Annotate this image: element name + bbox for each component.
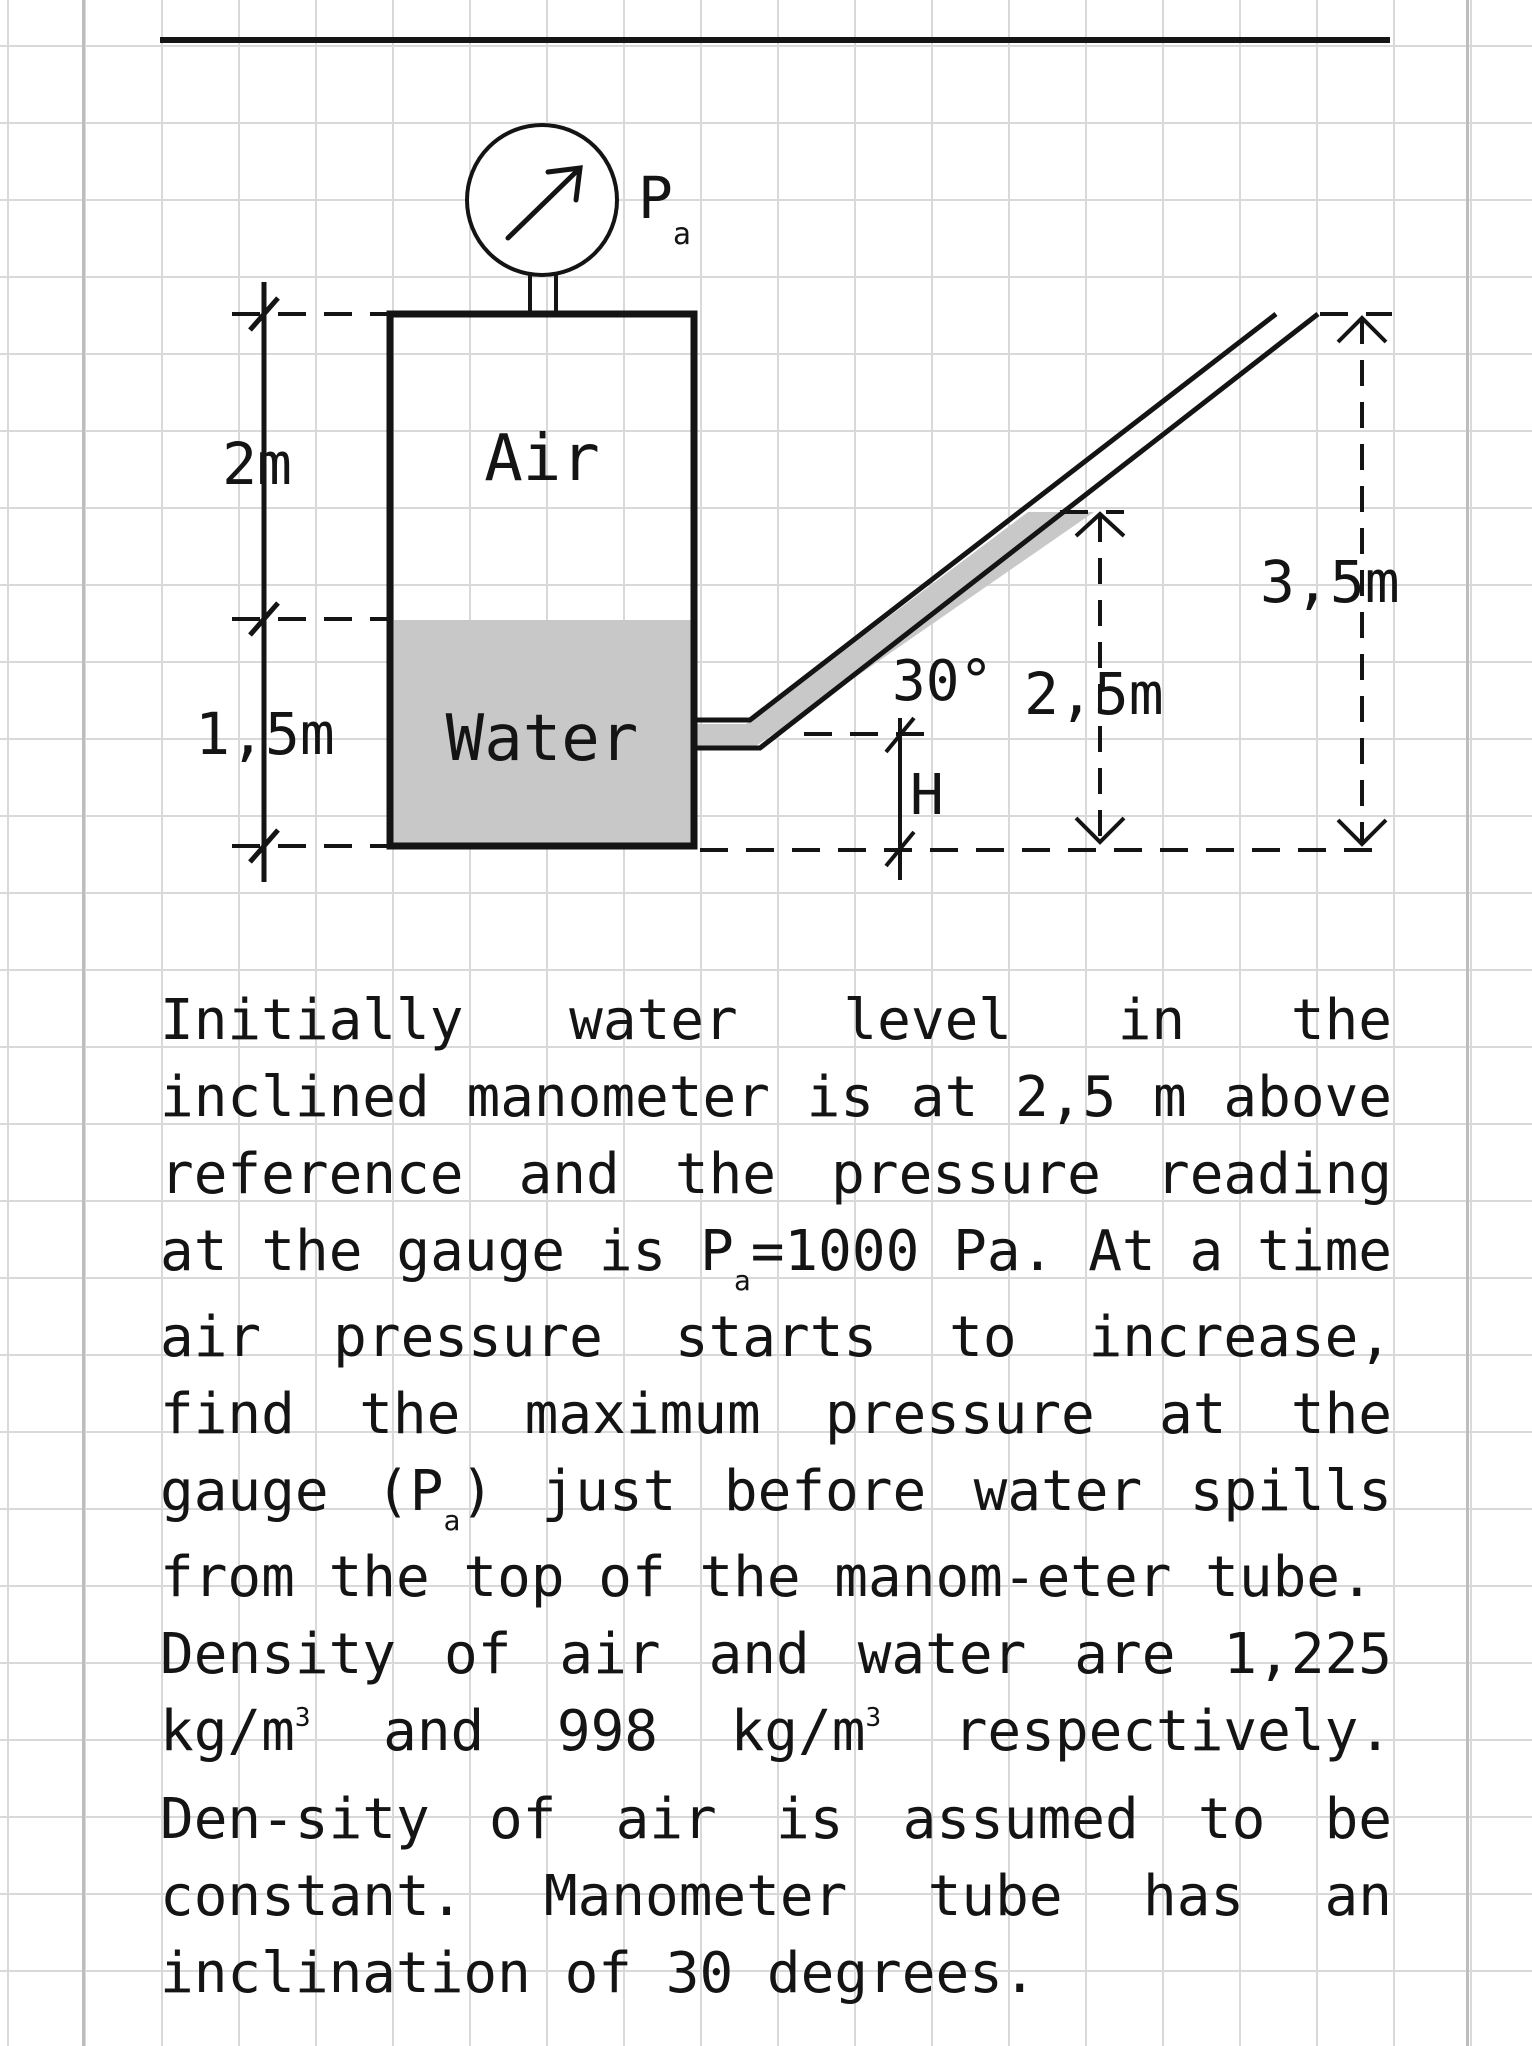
problem-paragraph-1: Initially water level in the inclined manometer is at 2,5 m above reference and the pressure reading at the gauge is $P_a=1000$ Pa. At a time air pressure starts to increase, find the maximum pressure at the gauge $(P_a)$ just before water spills from the top of the manom-eter tube. bbox=[160, 988, 1392, 1610]
tube-top-label: 3,5m bbox=[1260, 548, 1400, 616]
problem-statement bbox=[160, 982, 1392, 2012]
offset-label: H bbox=[910, 763, 944, 828]
water-label: Water bbox=[445, 702, 639, 776]
left-dimension-line bbox=[250, 282, 278, 882]
manometer-diagram bbox=[0, 0, 1532, 900]
water-height-label: 1,5m bbox=[195, 700, 335, 768]
air-height-label: 2m bbox=[222, 430, 292, 498]
gauge-stem bbox=[530, 272, 556, 312]
initial-level-label: 2,5m bbox=[1024, 660, 1164, 728]
pressure-gauge bbox=[467, 125, 617, 275]
gauge-label: $P_a$ bbox=[638, 164, 691, 252]
angle-label: 30° bbox=[892, 649, 994, 714]
air-label: Air bbox=[484, 422, 600, 496]
problem-paragraph-2: Density of air and water are 1,225 $kg/m^3$ and 998 $kg/m^3$ respectively. Den-sity of air is assumed to be constant. Manometer tube has an inclination of 30 degrees. bbox=[160, 1622, 1392, 2006]
